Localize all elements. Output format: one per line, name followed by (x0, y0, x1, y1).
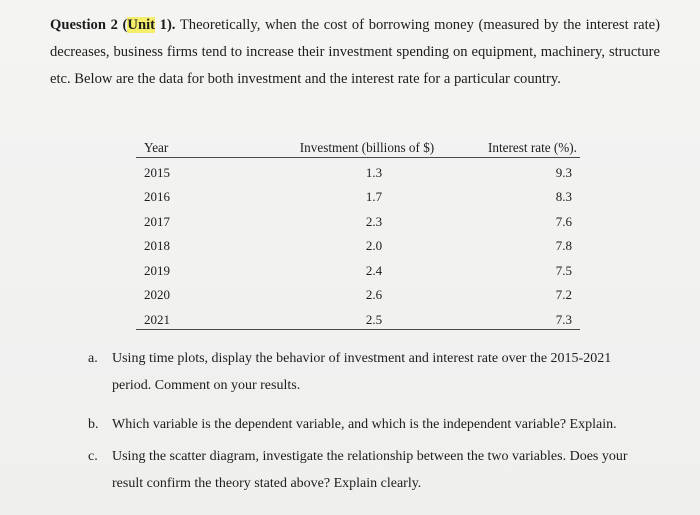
header-rule (136, 157, 580, 158)
question-intro (50, 12, 660, 93)
cell-interest-rate: 9.3 (555, 164, 572, 180)
table-row (136, 234, 594, 259)
part-letter: a. (88, 351, 98, 366)
cell-interest-rate: 7.2 (555, 287, 572, 302)
cell-year: 2021 (144, 311, 170, 327)
table-bottom-rule (136, 329, 580, 330)
table-row (136, 185, 594, 210)
cell-investment: 1.3 (365, 164, 383, 180)
question-label: Question 2 (Unit 1). (50, 17, 176, 33)
cell-year: 2017 (144, 213, 170, 229)
cell-year: 2015 (144, 164, 170, 180)
cell-year: 2020 (144, 287, 170, 302)
cell-interest-rate: 7.6 (555, 213, 572, 229)
part-c (88, 443, 628, 497)
header-year: Year (144, 140, 169, 155)
table-row (136, 283, 594, 308)
cell-year: 2016 (144, 189, 170, 204)
header-investment: Investment (billions of $) (299, 140, 435, 155)
cell-investment: 2.3 (365, 213, 383, 229)
header-interest-rate: Interest rate (%). (488, 140, 577, 155)
cell-interest-rate: 7.8 (555, 238, 572, 253)
cell-interest-rate: 7.3 (555, 311, 572, 327)
cell-investment: 2.6 (365, 287, 383, 302)
cell-investment: 2.4 (365, 262, 383, 278)
cell-investment: 1.7 (365, 189, 383, 204)
part-a (88, 345, 628, 399)
table-row (136, 210, 594, 235)
highlighted-unit: Unit (127, 17, 155, 33)
part-text: Using time plots, display the behavior of investment and interest rate over the 2015-2021 period. Comment on your results. (112, 351, 612, 393)
data-table (136, 136, 594, 332)
intro-text: Theoretically, when the cost of borrowing money (measured by the interest rate) decreases, business firms tend to increase their investment spending on equipment, machinery, structure etc. Below are the data for both investment and the interest rate for a particular country. (50, 17, 661, 87)
table-row (136, 259, 594, 284)
cell-investment: 2.5 (365, 311, 383, 327)
part-text: Which variable is the dependent variable, and which is the independent variable? Explain. (112, 417, 617, 432)
question-parts (88, 345, 628, 497)
table-row (136, 161, 594, 186)
cell-interest-rate: 7.5 (555, 262, 572, 278)
cell-interest-rate: 8.3 (555, 189, 572, 204)
cell-year: 2018 (144, 238, 170, 253)
cell-investment: 2.0 (365, 238, 383, 253)
part-b (88, 411, 628, 438)
part-text: Using the scatter diagram, investigate the relationship between the two variables. Does your result confirm the theory stated above? Explain clearly. (112, 449, 628, 491)
cell-year: 2019 (144, 262, 170, 278)
part-letter: c. (88, 449, 98, 464)
part-letter: b. (88, 417, 99, 432)
